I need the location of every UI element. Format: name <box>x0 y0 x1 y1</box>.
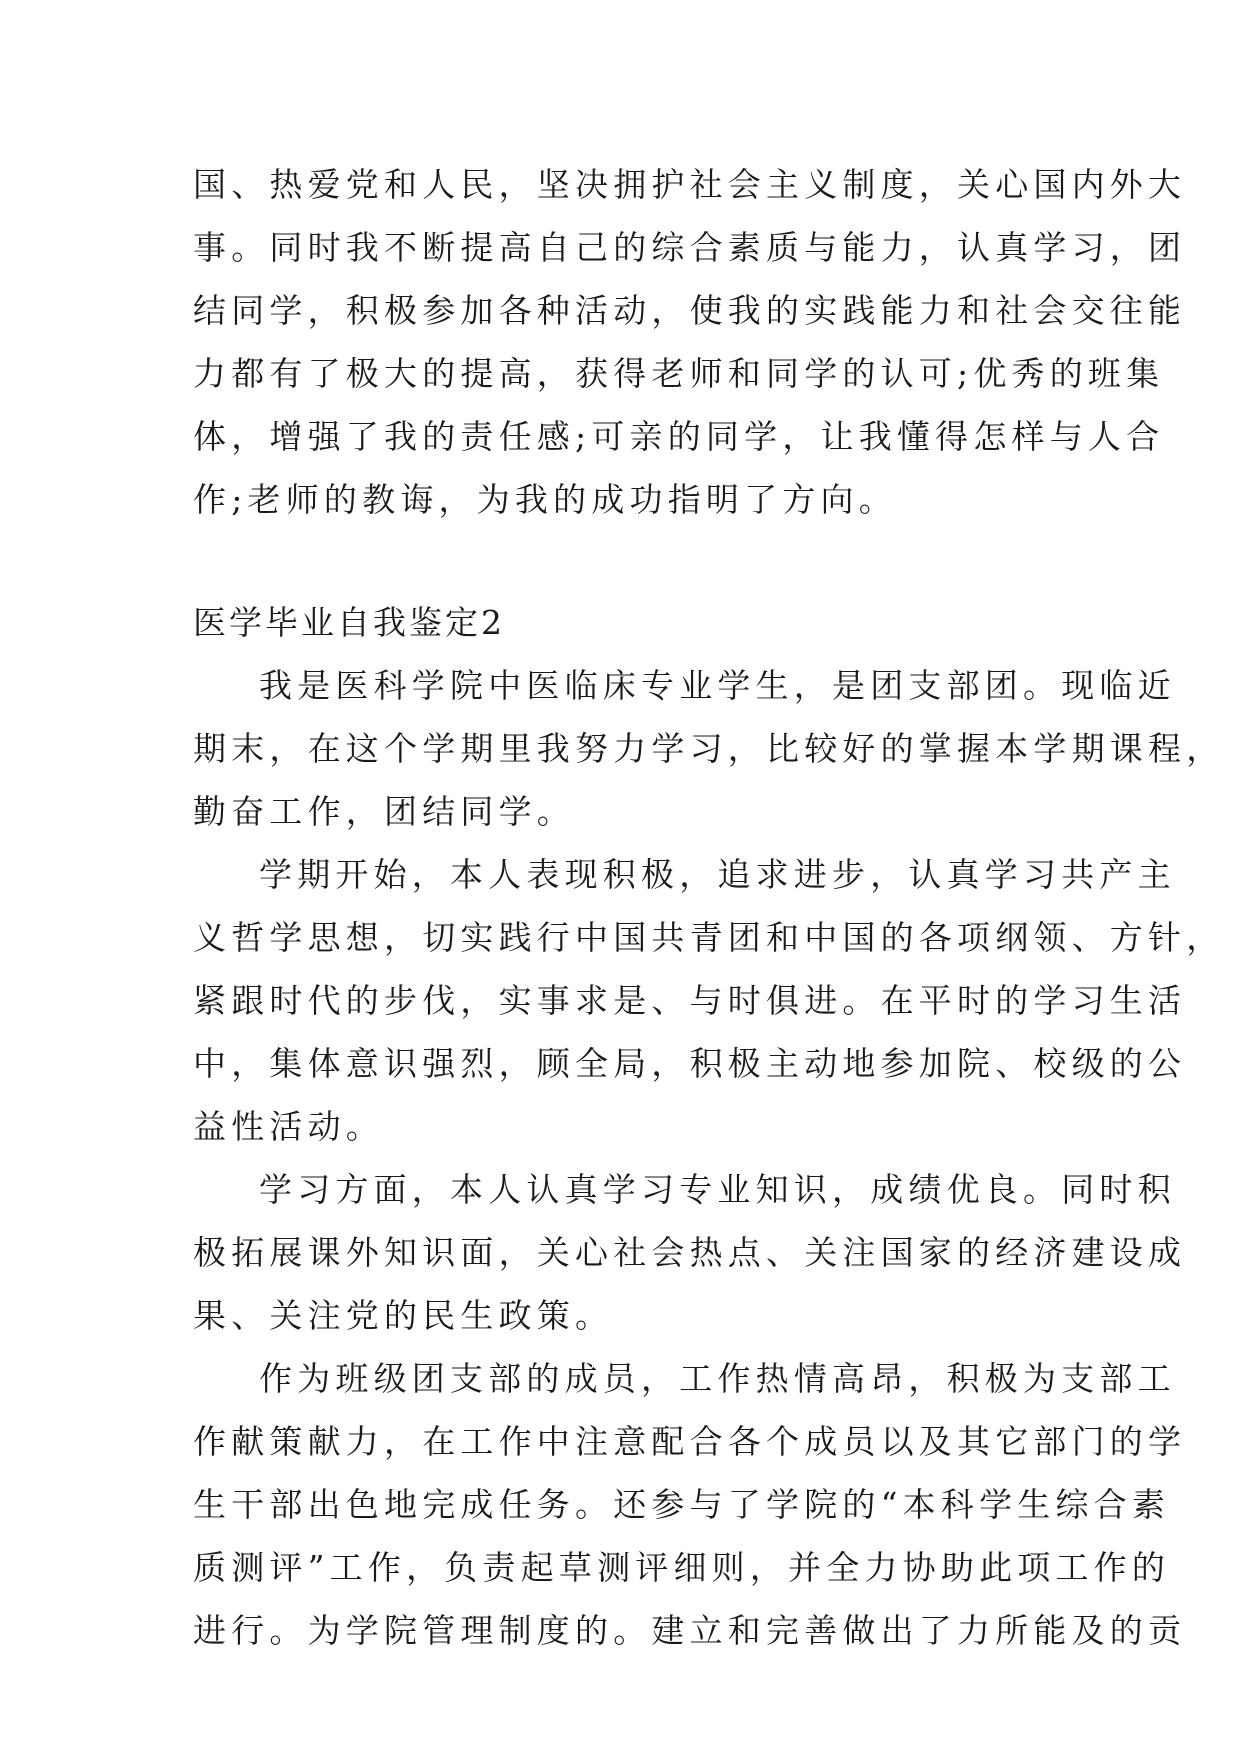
text-line: 国、热爱党和人民，坚决拥护社会主义制度，关心国内外大 <box>193 165 1187 204</box>
text-line: 力都有了极大的提高，获得老师和同学的认可;优秀的班集 <box>193 354 1165 393</box>
document-page <box>193 153 1225 1662</box>
text-line: 作为班级团支部的成员，工作热情高昂，积极为支部工 <box>259 1359 1176 1398</box>
text-line: 生干部出色地完成任务。还参与了学院的“本科学生综合素 <box>193 1485 1171 1524</box>
text-line: 学习方面，本人认真学习专业知识，成绩优良。同时积 <box>259 1170 1176 1209</box>
text-line: 作献策献力，在工作中注意配合各个成员以及其它部门的学 <box>193 1422 1187 1461</box>
text-line: 体，增强了我的责任感;可亲的同学，让我懂得怎样与人合 <box>193 417 1165 456</box>
paragraph <box>193 1347 1187 1662</box>
text-line: 进行。为学院管理制度的。建立和完善做出了力所能及的贡 <box>193 1611 1187 1650</box>
continuation-paragraph <box>193 153 1187 531</box>
text-line: 事。同时我不断提高自己的综合素质与能力，认真学习，团 <box>193 228 1187 267</box>
text-line: 勤奋工作，团结同学。 <box>193 792 575 831</box>
text-line: 极拓展课外知识面，关心社会热点、关注国家的经济建设成 <box>193 1233 1187 1272</box>
section-title: 医学毕业自我鉴定2 <box>193 603 505 642</box>
paragraph <box>193 1158 1187 1347</box>
text-line: 紧跟时代的步伐，实事求是、与时俱进。在平时的学习生活 <box>193 981 1187 1020</box>
text-line: 义哲学思想，切实践行中国共青团和中国的各项纲领、方针， <box>193 918 1225 957</box>
text-line: 我是医科学院中医临床专业学生，是团支部团。现临近 <box>259 666 1176 705</box>
text-line: 果、关注党的民生政策。 <box>193 1296 614 1335</box>
paragraph <box>193 654 1225 843</box>
paragraph-spacer <box>193 531 1053 591</box>
text-line: 中，集体意识强烈，顾全局，积极主动地参加院、校级的公 <box>193 1044 1187 1083</box>
text-line: 作;老师的教诲，为我的成功指明了方向。 <box>193 480 897 519</box>
text-line: 益性活动。 <box>193 1107 384 1146</box>
text-line: 质测评”工作，负责起草测评细则，并全力协助此项工作的 <box>193 1548 1171 1587</box>
text-line: 期末，在这个学期里我努力学习，比较好的掌握本学期课程， <box>193 729 1225 768</box>
text-line: 结同学，积极参加各种活动，使我的实践能力和社会交往能 <box>193 291 1187 330</box>
text-line: 学期开始，本人表现积极，追求进步，认真学习共产主 <box>259 855 1176 894</box>
paragraph <box>193 843 1225 1158</box>
